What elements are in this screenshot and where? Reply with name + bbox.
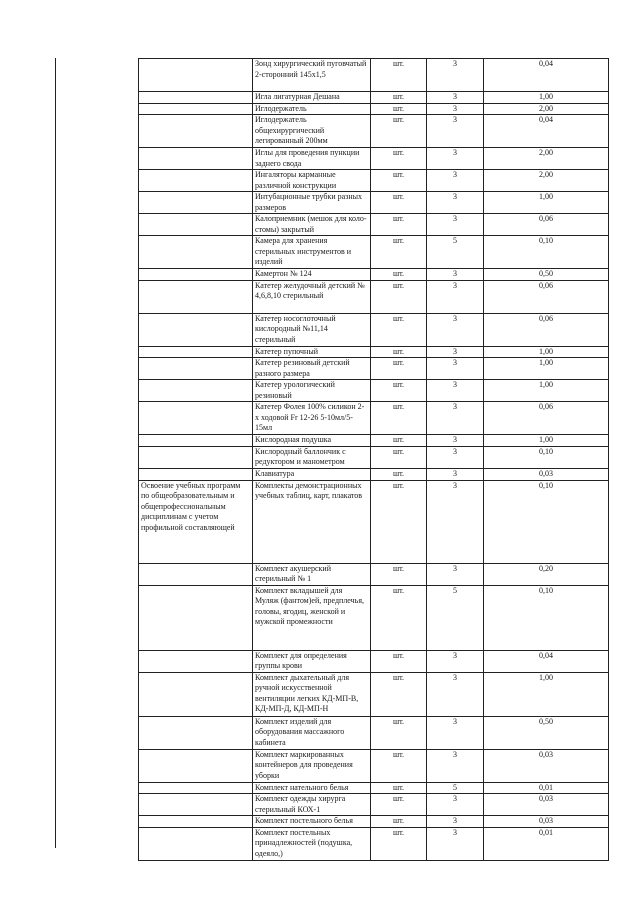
table-row	[139, 280, 609, 313]
norm-cell: 2,00	[484, 148, 609, 170]
quantity-cell: 3	[427, 672, 484, 716]
table-row	[139, 794, 609, 816]
norm-cell: 0,04	[484, 650, 609, 672]
norm-cell: 0,50	[484, 716, 609, 749]
unit-cell: шт.	[371, 380, 427, 402]
norm-cell: 0,03	[484, 794, 609, 816]
norm-cell: 1,00	[484, 192, 609, 214]
quantity-cell: 3	[427, 402, 484, 435]
quantity-cell: 3	[427, 480, 484, 563]
item-name-cell: Комплект дыхательный для ручной искусственной вентиляции легких КД-МП-В, КД-МП-Д, КД-МП-Н	[253, 672, 371, 716]
section-cell	[139, 716, 253, 749]
norm-cell: 0,06	[484, 214, 609, 236]
unit-cell: шт.	[371, 358, 427, 380]
quantity-cell: 3	[427, 346, 484, 358]
norm-cell: 0,04	[484, 115, 609, 148]
section-cell	[139, 170, 253, 192]
quantity-cell: 3	[427, 148, 484, 170]
section-cell	[139, 59, 253, 92]
table-row	[139, 313, 609, 346]
quantity-cell: 3	[427, 313, 484, 346]
quantity-cell: 3	[427, 358, 484, 380]
item-name-cell: Катетер урологический резиновый	[253, 380, 371, 402]
section-cell	[139, 794, 253, 816]
unit-cell: шт.	[371, 214, 427, 236]
table-row	[139, 59, 609, 92]
table-row	[139, 827, 609, 860]
quantity-cell: 3	[427, 280, 484, 313]
section-cell	[139, 827, 253, 860]
item-name-cell: Иглодержатель общехирургический легированный 200мм	[253, 115, 371, 148]
quantity-cell: 3	[427, 650, 484, 672]
table-row	[139, 402, 609, 435]
section-cell	[139, 446, 253, 468]
norm-cell: 2,00	[484, 170, 609, 192]
section-cell	[139, 585, 253, 650]
table-row	[139, 816, 609, 828]
table-row	[139, 650, 609, 672]
table-row	[139, 92, 609, 104]
section-cell	[139, 650, 253, 672]
quantity-cell: 3	[427, 794, 484, 816]
norm-cell: 0,20	[484, 563, 609, 585]
section-cell	[139, 672, 253, 716]
norm-cell: 0,10	[484, 480, 609, 563]
table-row	[139, 446, 609, 468]
quantity-cell: 3	[427, 435, 484, 447]
item-name-cell: Комплект изделий для оборудования массажного кабинета	[253, 716, 371, 749]
quantity-cell: 5	[427, 236, 484, 269]
table-row	[139, 563, 609, 585]
unit-cell: шт.	[371, 269, 427, 281]
quantity-cell: 3	[427, 214, 484, 236]
unit-cell: шт.	[371, 280, 427, 313]
table-row	[139, 170, 609, 192]
unit-cell: шт.	[371, 782, 427, 794]
table-row	[139, 585, 609, 650]
table-row	[139, 148, 609, 170]
table-row	[139, 380, 609, 402]
quantity-cell: 3	[427, 92, 484, 104]
table-row	[139, 269, 609, 281]
quantity-cell: 3	[427, 380, 484, 402]
section-cell	[139, 92, 253, 104]
norm-cell: 1,00	[484, 358, 609, 380]
norm-cell: 0,04	[484, 59, 609, 92]
item-name-cell: Катетер Фолея 100% силикон 2-х ходовой Fr 12-26 5-10мл/5-15мл	[253, 402, 371, 435]
norm-cell: 0,10	[484, 585, 609, 650]
item-name-cell: Камера для хранения стерильных инструментов и изделий	[253, 236, 371, 269]
item-name-cell: Иглы для проведения пункции заднего свода	[253, 148, 371, 170]
equipment-table	[138, 58, 609, 861]
norm-cell: 1,00	[484, 92, 609, 104]
norm-cell: 0,10	[484, 446, 609, 468]
norm-cell: 0,06	[484, 280, 609, 313]
section-cell	[139, 816, 253, 828]
table-row	[139, 782, 609, 794]
item-name-cell: Калоприемник (мешок для коло-стомы) закрытый	[253, 214, 371, 236]
norm-cell: 0,03	[484, 816, 609, 828]
unit-cell: шт.	[371, 585, 427, 650]
section-cell	[139, 346, 253, 358]
section-cell	[139, 192, 253, 214]
unit-cell: шт.	[371, 313, 427, 346]
unit-cell: шт.	[371, 480, 427, 563]
unit-cell: шт.	[371, 115, 427, 148]
quantity-cell: 3	[427, 170, 484, 192]
unit-cell: шт.	[371, 716, 427, 749]
unit-cell: шт.	[371, 236, 427, 269]
table-row	[139, 468, 609, 480]
unit-cell: шт.	[371, 672, 427, 716]
table-row	[139, 480, 609, 563]
quantity-cell: 3	[427, 103, 484, 115]
norm-cell: 2,00	[484, 103, 609, 115]
section-cell	[139, 380, 253, 402]
table-row	[139, 435, 609, 447]
item-name-cell: Комплект акушерский стерильный № 1	[253, 563, 371, 585]
quantity-cell: 3	[427, 192, 484, 214]
unit-cell: шт.	[371, 827, 427, 860]
norm-cell: 0,06	[484, 313, 609, 346]
item-name-cell: Комплект постельных принадлежностей (подушка, одеяло,)	[253, 827, 371, 860]
unit-cell: шт.	[371, 650, 427, 672]
item-name-cell: Интубационные трубки разных размеров	[253, 192, 371, 214]
norm-cell: 0,50	[484, 269, 609, 281]
item-name-cell: Иглодержатель	[253, 103, 371, 115]
table-row	[139, 358, 609, 380]
quantity-cell: 3	[427, 563, 484, 585]
norm-cell: 0,01	[484, 827, 609, 860]
unit-cell: шт.	[371, 59, 427, 92]
unit-cell: шт.	[371, 346, 427, 358]
item-name-cell: Катетер пупочный	[253, 346, 371, 358]
unit-cell: шт.	[371, 92, 427, 104]
item-name-cell: Зонд хирургический пуговчатый 2-сторонний 145х1,5	[253, 59, 371, 92]
norm-cell: 0,01	[484, 782, 609, 794]
unit-cell: шт.	[371, 749, 427, 782]
quantity-cell: 3	[427, 269, 484, 281]
unit-cell: шт.	[371, 435, 427, 447]
unit-cell: шт.	[371, 816, 427, 828]
quantity-cell: 3	[427, 716, 484, 749]
item-name-cell: Игла лигатурная Дешана	[253, 92, 371, 104]
quantity-cell: 3	[427, 468, 484, 480]
unit-cell: шт.	[371, 563, 427, 585]
norm-cell: 0,10	[484, 236, 609, 269]
section-label-cell: Освоение учебных программ по общеобразовательным и общепрофессиональным дисциплинам с учетом профильной составляющей	[139, 480, 253, 563]
section-cell	[139, 468, 253, 480]
item-name-cell: Комплект нательного белья	[253, 782, 371, 794]
section-cell	[139, 236, 253, 269]
section-cell	[139, 103, 253, 115]
section-cell	[139, 115, 253, 148]
item-name-cell: Камертон № 124	[253, 269, 371, 281]
quantity-cell: 3	[427, 59, 484, 92]
table-row	[139, 192, 609, 214]
left-margin-line	[55, 58, 56, 848]
quantity-cell: 5	[427, 585, 484, 650]
item-name-cell: Катетер резиновый детский разного размера	[253, 358, 371, 380]
section-cell	[139, 214, 253, 236]
quantity-cell: 3	[427, 749, 484, 782]
table-row	[139, 346, 609, 358]
item-name-cell: Клавиатура	[253, 468, 371, 480]
item-name-cell: Комплект вкладышей для Муляж (фантом)ей, предплечья, головы, ягодиц, женской и мужской промежности	[253, 585, 371, 650]
item-name-cell: Кислородная подушка	[253, 435, 371, 447]
section-cell	[139, 269, 253, 281]
section-cell	[139, 148, 253, 170]
item-name-cell: Ингаляторы карманные различной конструкции	[253, 170, 371, 192]
item-name-cell: Катетер желудочный детский № 4,6,8,10 стерильный	[253, 280, 371, 313]
norm-cell: 1,00	[484, 435, 609, 447]
table-row	[139, 103, 609, 115]
section-cell	[139, 435, 253, 447]
table-row	[139, 749, 609, 782]
quantity-cell: 3	[427, 816, 484, 828]
table-row	[139, 214, 609, 236]
quantity-cell: 3	[427, 446, 484, 468]
table-row	[139, 672, 609, 716]
section-cell	[139, 280, 253, 313]
section-cell	[139, 358, 253, 380]
section-cell	[139, 402, 253, 435]
item-name-cell: Комплект маркированных контейнеров для проведения уборки	[253, 749, 371, 782]
table-row	[139, 716, 609, 749]
item-name-cell: Комплект для определения группы крови	[253, 650, 371, 672]
table-row	[139, 115, 609, 148]
norm-cell: 0,06	[484, 402, 609, 435]
norm-cell: 1,00	[484, 346, 609, 358]
item-name-cell: Кислородный баллончик с редуктором и манометром	[253, 446, 371, 468]
section-cell	[139, 313, 253, 346]
section-cell	[139, 782, 253, 794]
unit-cell: шт.	[371, 402, 427, 435]
unit-cell: шт.	[371, 170, 427, 192]
norm-cell: 0,03	[484, 749, 609, 782]
quantity-cell: 5	[427, 782, 484, 794]
unit-cell: шт.	[371, 468, 427, 480]
norm-cell: 1,00	[484, 380, 609, 402]
section-cell	[139, 563, 253, 585]
quantity-cell: 3	[427, 827, 484, 860]
item-name-cell: Комплект одежды хирурга стерильный КОХ-1	[253, 794, 371, 816]
unit-cell: шт.	[371, 794, 427, 816]
unit-cell: шт.	[371, 103, 427, 115]
item-name-cell: Комплекты демонстрационных учебных таблиц, карт, плакатов	[253, 480, 371, 563]
unit-cell: шт.	[371, 192, 427, 214]
table-row	[139, 236, 609, 269]
item-name-cell: Комплект постельного белья	[253, 816, 371, 828]
quantity-cell: 3	[427, 115, 484, 148]
unit-cell: шт.	[371, 148, 427, 170]
section-cell	[139, 749, 253, 782]
unit-cell: шт.	[371, 446, 427, 468]
item-name-cell: Катетер носоглоточный кислородный №11,14 стерильный	[253, 313, 371, 346]
norm-cell: 1,00	[484, 672, 609, 716]
norm-cell: 0,03	[484, 468, 609, 480]
